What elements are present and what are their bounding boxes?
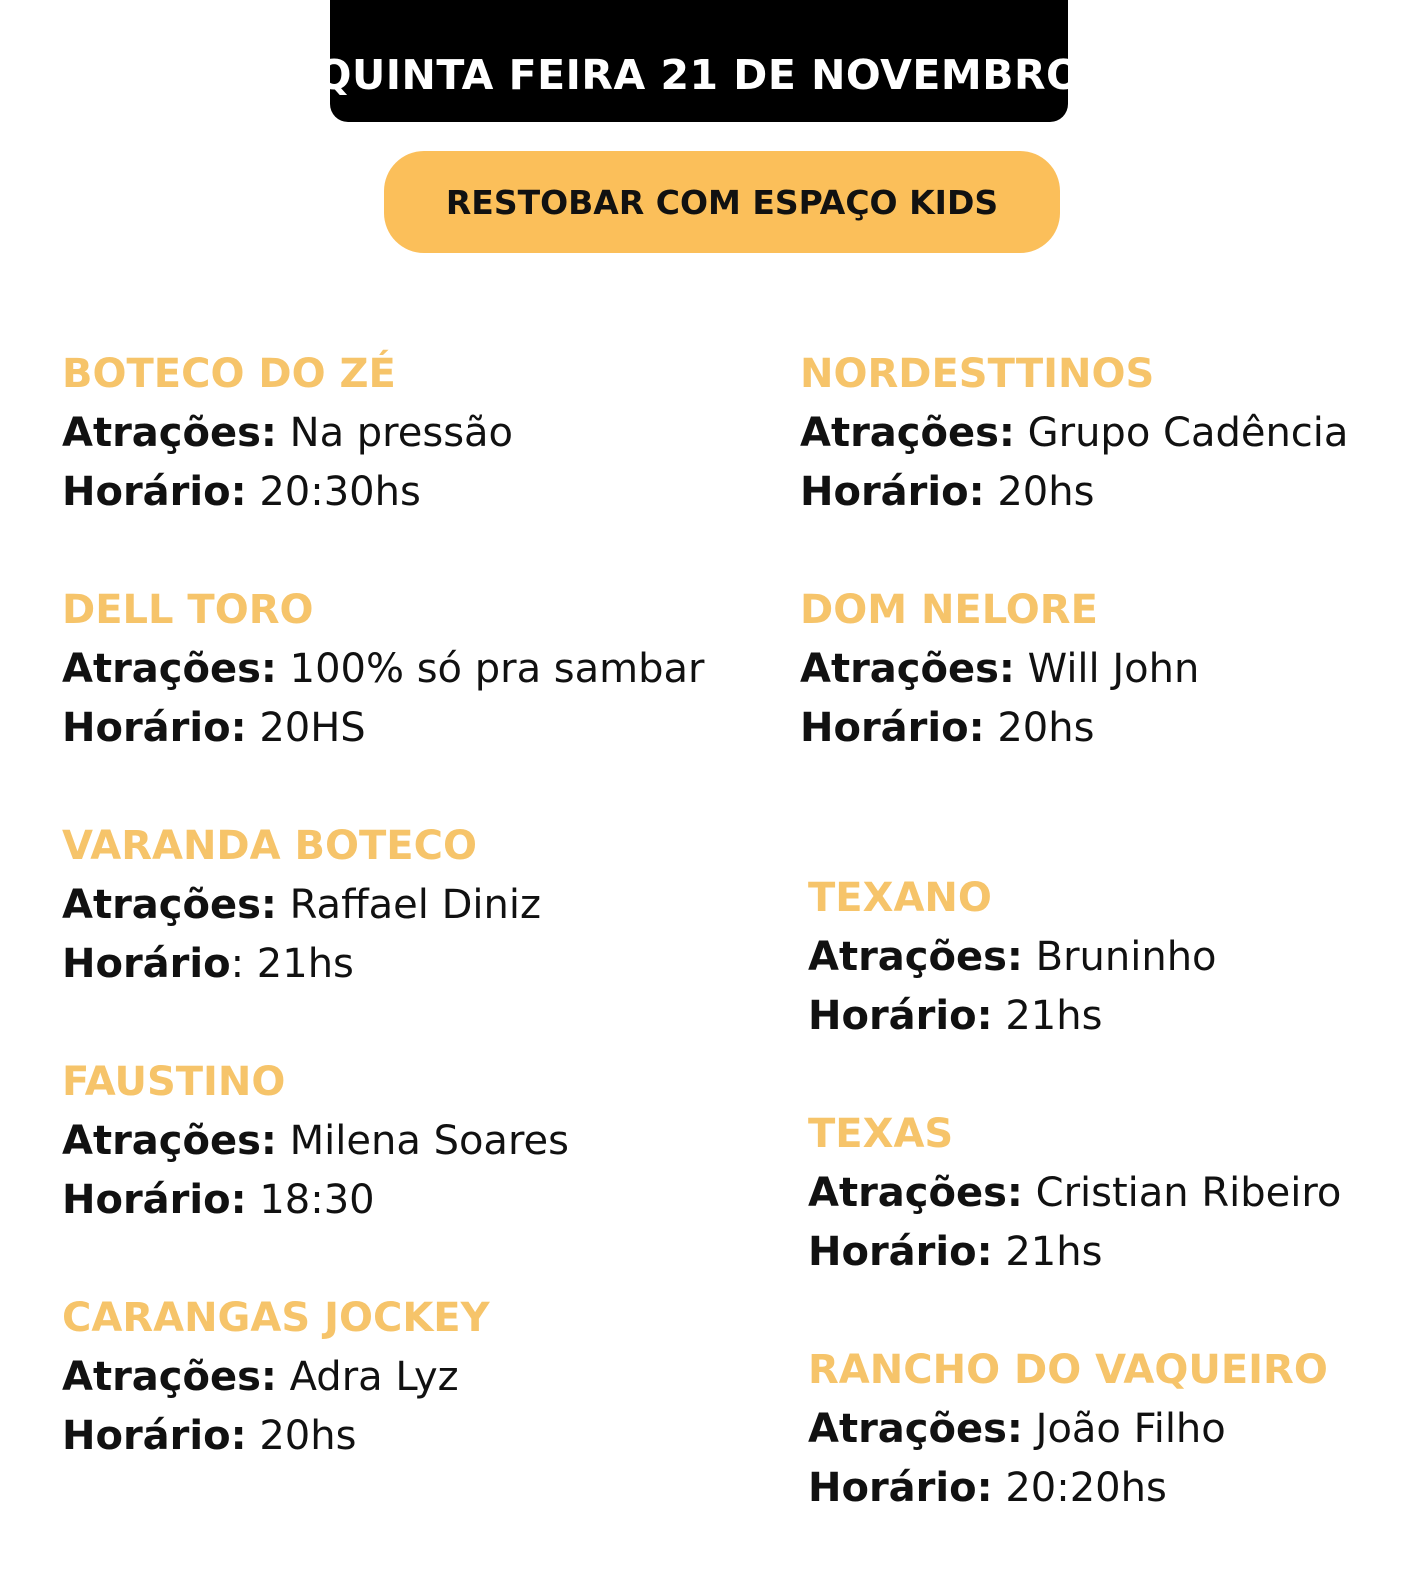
venue-attractions	[808, 1164, 1341, 1223]
schedule-label: Horário:	[62, 705, 247, 751]
attractions-label: Atrações:	[62, 410, 277, 456]
venue-attractions	[62, 1112, 569, 1171]
schedule-value: 20:30hs	[259, 469, 421, 515]
venue-schedule	[808, 1223, 1341, 1282]
attractions-value: Will John	[1027, 646, 1200, 692]
venue-schedule	[800, 699, 1199, 758]
venue-name: NORDESTTINOS	[800, 351, 1155, 397]
venue-schedule	[808, 987, 1217, 1046]
attractions-label: Atrações:	[800, 410, 1015, 456]
attractions-label: Atrações:	[62, 1354, 277, 1400]
page-title: QUINTA FEIRA 21 DE NOVEMBRO	[316, 51, 1082, 99]
venue-schedule	[62, 463, 513, 522]
attractions-value: Cristian Ribeiro	[1035, 1170, 1342, 1216]
attractions-value: Grupo Cadência	[1027, 410, 1349, 456]
schedule-value: 20HS	[259, 705, 366, 751]
venue-attractions	[800, 404, 1348, 463]
venue-card-varanda-boteco	[62, 817, 541, 994]
venue-attractions	[62, 1348, 490, 1407]
schedule-value: 20hs	[997, 705, 1095, 751]
venue-attractions	[808, 1400, 1328, 1459]
attractions-label: Atrações:	[808, 1170, 1023, 1216]
category-badge-label: RESTOBAR COM ESPAÇO KIDS	[445, 182, 999, 222]
schedule-value: 21hs	[256, 941, 354, 987]
venue-attractions	[62, 876, 541, 935]
schedule-value: 20hs	[259, 1413, 357, 1459]
schedule-value: 20:20hs	[1005, 1465, 1167, 1511]
venue-name: BOTECO DO ZÉ	[62, 351, 396, 397]
venue-schedule	[62, 1407, 490, 1466]
attractions-value: Milena Soares	[289, 1118, 569, 1164]
venue-schedule	[808, 1459, 1328, 1518]
attractions-label: Atrações:	[800, 646, 1015, 692]
schedule-label: Horário:	[808, 1465, 993, 1511]
schedule-label: Horário:	[62, 1177, 247, 1223]
venue-name: RANCHO DO VAQUEIRO	[808, 1347, 1328, 1393]
venue-card-texano	[808, 869, 1217, 1046]
venue-schedule	[62, 935, 541, 994]
attractions-value: Adra Lyz	[289, 1354, 459, 1400]
schedule-label: Horário:	[808, 993, 993, 1039]
schedule-value: 21hs	[1005, 993, 1103, 1039]
venue-card-rancho-do-vaqueiro	[808, 1341, 1328, 1518]
venue-name: CARANGAS JOCKEY	[62, 1295, 490, 1341]
schedule-label: Horário:	[800, 469, 985, 515]
venue-name: DELL TORO	[62, 587, 314, 633]
schedule-value: 18:30	[259, 1177, 375, 1223]
venue-name: VARANDA BOTECO	[62, 823, 477, 869]
schedule-colon: :	[230, 941, 245, 987]
attractions-value: 100% só pra sambar	[289, 646, 705, 692]
venue-card-texas	[808, 1105, 1341, 1282]
attractions-value: Raffael Diniz	[289, 882, 541, 928]
attractions-label: Atrações:	[62, 646, 277, 692]
schedule-label: Horário:	[800, 705, 985, 751]
venue-card-carangas-jockey	[62, 1289, 490, 1466]
venue-card-faustino	[62, 1053, 569, 1230]
venue-attractions	[808, 928, 1217, 987]
attractions-label: Atrações:	[62, 1118, 277, 1164]
attractions-value: João Filho	[1035, 1406, 1226, 1452]
venue-attractions	[800, 640, 1199, 699]
venue-name: DOM NELORE	[800, 587, 1098, 633]
venue-schedule	[62, 699, 704, 758]
venue-schedule	[800, 463, 1348, 522]
venue-card-boteco-do-ze	[62, 345, 513, 522]
venue-schedule	[62, 1171, 569, 1230]
schedule-label: Horário:	[808, 1229, 993, 1275]
schedule-label: Horário:	[62, 1413, 247, 1459]
category-badge	[384, 151, 1060, 253]
venue-attractions	[62, 404, 513, 463]
venue-name: TEXANO	[808, 875, 992, 921]
venue-attractions	[62, 640, 704, 699]
header-banner	[316, 0, 1082, 122]
attractions-label: Atrações:	[808, 1406, 1023, 1452]
attractions-label: Atrações:	[62, 882, 277, 928]
schedule-value: 20hs	[997, 469, 1095, 515]
venue-card-dom-nelore	[800, 581, 1199, 758]
attractions-value: Na pressão	[289, 410, 514, 456]
venue-name: FAUSTINO	[62, 1059, 286, 1105]
venue-card-nordesttinos	[800, 345, 1348, 522]
venue-card-dell-toro	[62, 581, 704, 758]
schedule-label: Horário:	[62, 469, 247, 515]
schedule-label: Horário	[62, 941, 231, 987]
venue-name: TEXAS	[808, 1111, 954, 1157]
schedule-value: 21hs	[1005, 1229, 1103, 1275]
attractions-label: Atrações:	[808, 934, 1023, 980]
attractions-value: Bruninho	[1035, 934, 1217, 980]
